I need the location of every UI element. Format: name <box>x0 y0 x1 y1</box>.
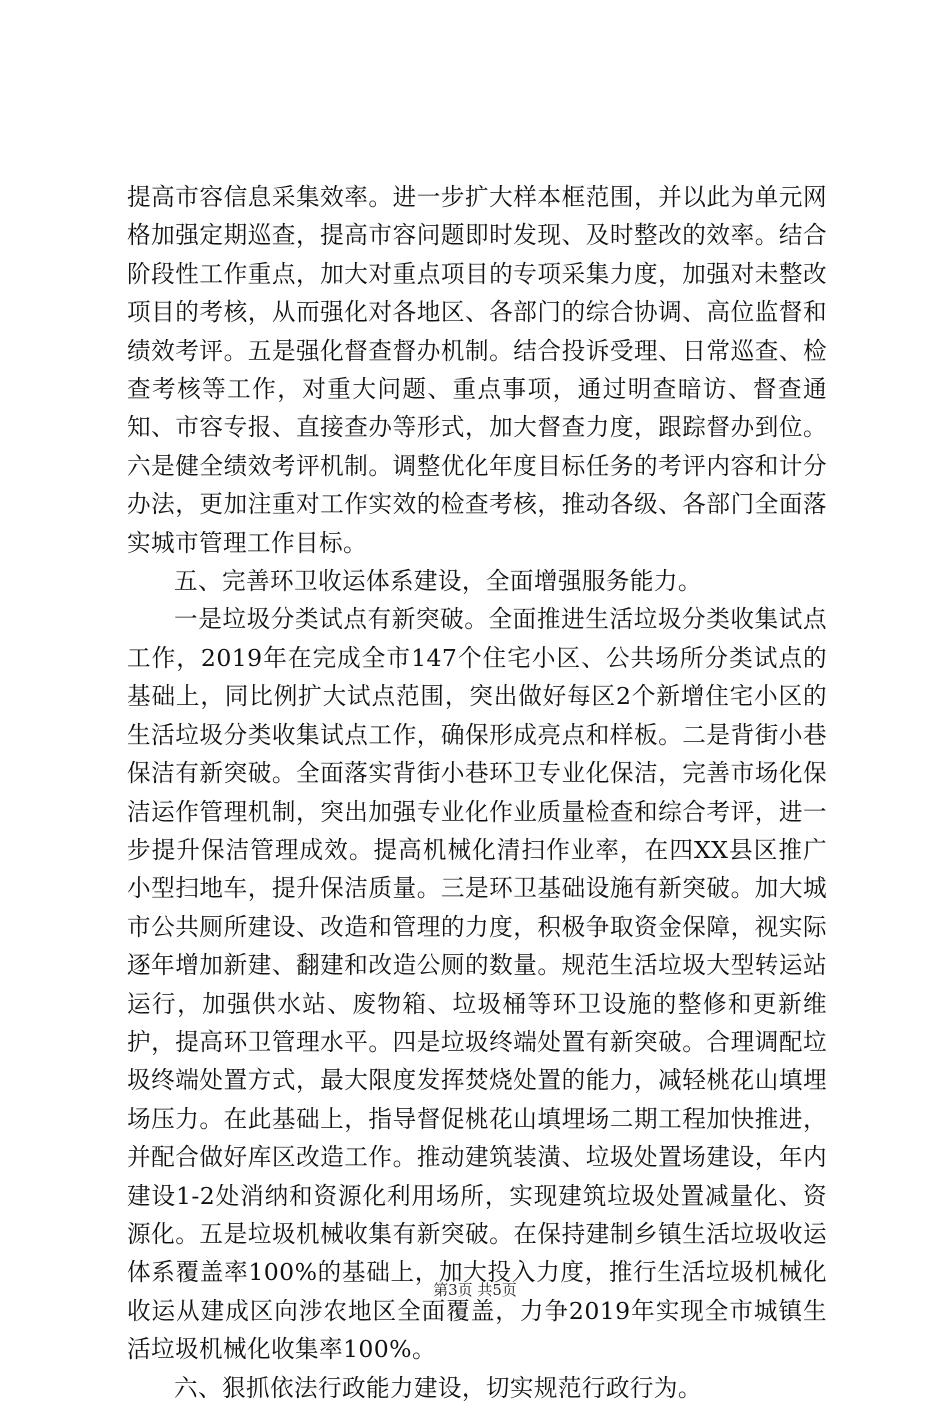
body-paragraph: 一是垃圾分类试点有新突破。全面推进生活垃圾分类收集试点工作，2019年在完成全市147个住宅小区、公共场所分类试点的基础上，同比例扩大试点范围，突出做好每区2个新增住宅小区的生活垃圾分类收集试点工作，确保形成亮点和样板。二是背街小巷保洁有新突破。全面落实背街小巷环卫专业化保洁，完善市场化保洁运作管理机制，突出加强专业化作业质量检查和综合考评，进一步提升保洁管理成效。提高机械化清扫作业率，在四XX县区推广小型扫地车，提升保洁质量。三是环卫基础设施有新突破。加大城市公共厕所建设、改造和管理的力度，积极争取资金保障，视实际逐年增加新建、翻建和改造公厕的数量。规范生活垃圾大型转运站运行，加强供水站、废物箱、垃圾桶等环卫设施的整修和更新维护，提高环卫管理水平。四是垃圾终端处置有新突破。合理调配垃圾终端处置方式，最大限度发挥焚烧处置的能力，减轻桃花山填埋场压力。在此基础上，指导督促桃花山填埋场二期工程加快推进，并配合做好库区改造工作。推动建筑装潢、垃圾处置场建设，年内建设1-2处消纳和资源化利用场所，实现建筑垃圾处置减量化、资源化。五是垃圾机械收集有新突破。在保持建制乡镇生活垃圾收运体系覆盖率100%的基础上，加大投入力度，推行生活垃圾机械化收运从建成区向涉农地区全面覆盖，力争2019年实现全市城镇生活垃圾机械化收集率100%。 <box>127 605 827 1364</box>
page-footer: 第3页 共5页 <box>433 1281 517 1299</box>
section-heading-5: 五、完善环卫收运体系建设，全面增强服务能力。 <box>174 567 702 596</box>
section-heading-6: 六、狠抓依法行政能力建设，切实规范行政行为。 <box>174 1373 702 1402</box>
body-paragraph: 提高市容信息采集效率。进一步扩大样本框范围，并以此为单元网格加强定期巡查，提高市容问题即时发现、及时整改的效率。结合阶段性工作重点，加大对重点项目的专项采集力度，加强对未整改项目的考核，从而强化对各地区、各部门的综合协调、高位监督和绩效考评。五是强化督查督办机制。结合投诉受理、日常巡查、检查考核等工作，对重大问题、重点事项，通过明查暗访、督查通知、市容专报、直接查办等形式，加大督查力度，跟踪督办到位。六是健全绩效考评机制。调整优化年度目标任务的考评内容和计分办法，更加注重对工作实效的检查考核，推动各级、各部门全面落实城市管理工作目标。 <box>127 183 827 557</box>
document-body <box>127 178 827 1407</box>
